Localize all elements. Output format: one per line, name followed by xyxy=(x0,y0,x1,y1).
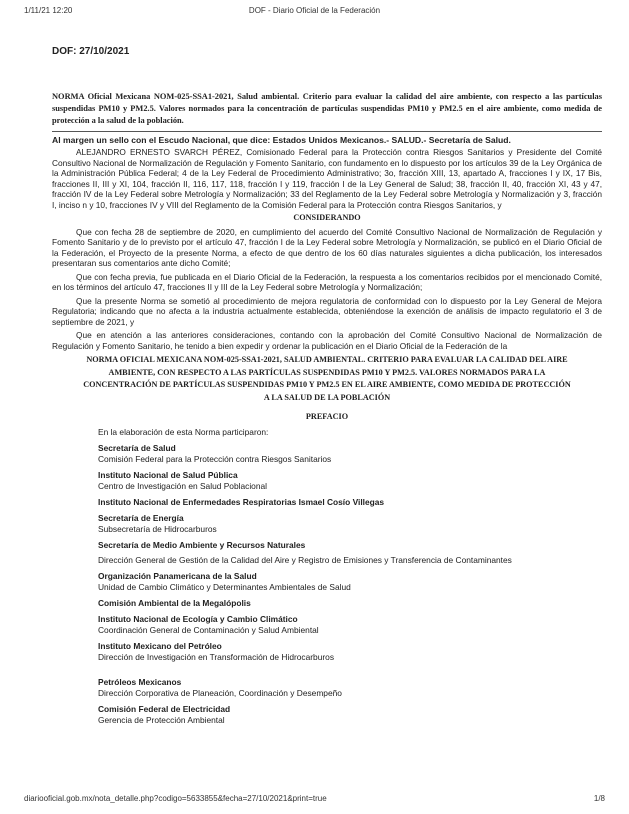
considerando-title: CONSIDERANDO xyxy=(293,213,361,222)
organization-sub: Centro de Investigación en Salud Poblacional xyxy=(98,480,268,491)
page-url: diariooficial.gob.mx/nota_detalle.php?codigo=5633855&fecha=27/10/2021&print=true xyxy=(24,794,327,803)
organization-item xyxy=(98,470,602,492)
organization-sub: Coordinación General de Contaminación y Salud Ambiental xyxy=(98,624,319,635)
organization-sub: Dirección de Investigación en Transformación de Hidrocarburos xyxy=(98,651,335,662)
organization-name: Organización Panamericana de la Salud xyxy=(98,570,257,581)
organization-name: Comisión Federal de Electricidad xyxy=(98,703,231,714)
organization-name: Instituto Nacional de Salud Pública xyxy=(98,469,238,480)
prefacio-intro: En la elaboración de esta Norma participaron: xyxy=(98,426,269,437)
considerando-paragraph: Que con fecha previa, fue publicada en el Diario Oficial de la Federación, la respuesta a los comentarios recibidos por el mencionado Comité, en los términos del artículo 47, fracciones II y III de la Ley Federal sobre Metrología y Normalización; xyxy=(52,271,602,292)
organization-name: Instituto Mexicano del Petróleo xyxy=(98,640,222,651)
organization-name: Instituto Nacional de Enfermedades Respiratorias Ismael Cosío Villegas xyxy=(98,496,385,507)
organization-sub: Gerencia de Protección Ambiental xyxy=(98,714,225,725)
considerando-paragraph: Que en atención a las anteriores consideraciones, contando con la aprobación del Comité Consultivo Nacional de Normalización de Regulación y Fomento Sanitario, he tenido a bien expedir y ordenar la publicación en el Diario Oficial de la Federación de la xyxy=(52,330,602,351)
dof-date: DOF: 27/10/2021 xyxy=(52,46,130,57)
organization-sub: Comisión Federal para la Protección contra Riesgos Sanitarios xyxy=(98,453,332,464)
organization-item xyxy=(98,443,602,465)
margin-note: Al margen un sello con el Escudo Nacional, que dice: Estados Unidos Mexicanos.- SALUD.- Secretaría de Salud. xyxy=(52,135,511,145)
print-footer xyxy=(24,794,605,806)
organization-name: Instituto Nacional de Ecología y Cambio Climático xyxy=(98,613,298,624)
considerando-paragraph: Que con fecha 28 de septiembre de 2020, en cumplimiento del acuerdo del Comité Consultivo Nacional de Normalización de Regulación y Fomento Sanitario y de lo previsto por el artículo 47, fracción I de la Ley Federal sobre Metrología y Normalización, se publicó en el Diario Oficial de la Federación, el Proyecto de la presente Norma, a efecto de que dentro de los 60 días naturales siguientes a dicha publicación, los interesados presentaran sus comentarios ante dicho Comité; xyxy=(52,226,602,268)
organization-name: Secretaría de Salud xyxy=(98,442,176,453)
page-number: 1/8 xyxy=(593,794,605,803)
document-body xyxy=(32,46,602,731)
norma-upper-title: NORMA OFICIAL MEXICANA NOM-025-SSA1-2021, SALUD AMBIENTAL. CRITERIO PARA EVALUAR LA CALIDAD DEL AIRE AMBIENTE, CON RESPECTO A LAS PARTÍCULAS SUSPENDIDAS PM10 Y PM2.5. VALORES NORMADOS PARA LA CONCENTRACIÓN DE PARTÍCULAS SUSPENDIDAS PM10 Y PM2.5 EN EL AIRE AMBIENTE, COMO MEDIDA DE PROTECCIÓN A LA SALUD DE LA POBLACIÓN xyxy=(83,355,571,402)
organization-sub: Dirección Corporativa de Planeación, Coordinación y Desempeño xyxy=(98,687,342,698)
organization-item xyxy=(98,677,602,699)
print-header xyxy=(24,6,605,18)
organization-item xyxy=(98,571,602,593)
organization-item xyxy=(98,641,602,663)
print-datetime: 1/11/21 12:20 xyxy=(24,6,73,15)
organization-name: Secretaría de Medio Ambiente y Recursos Naturales xyxy=(98,539,306,550)
organization-item xyxy=(98,540,602,566)
organization-item xyxy=(98,598,602,609)
organization-item xyxy=(98,513,602,535)
print-page-title: DOF - Diario Oficial de la Federación xyxy=(248,6,381,15)
divider xyxy=(52,131,602,132)
intro-paragraph: ALEJANDRO ERNESTO SVARCH PÉREZ, Comisionado Federal para la Protección contra Riesgos Sanitarios y Presidente del Comité Consultivo Nacional de Normalización de Regulación y Fomento Sanitario, con fundamento en lo dispuesto por los artículos 39 de la Ley Orgánica de la Administración Pública Federal; 4 de la Ley Federal de Procedimiento Administrativo; 3o, fracción XIII, 13, apartado A, fracciones I y IX, 17 Bis, fracciones II, III y XI, 104, fracción II, 116, 117, 118, fracción I y 119, fracción I de la Ley General de Salud; 38, fracción II, 40, fracción XI, 43 y 47, fracción IV de la Ley Federal sobre Metrología y Normalización; 33 del Reglamento de la Ley Federal sobre Metrología y Normalización y 3, fracción I, inciso n y 10, fracciones IV y VIII del Reglamento de la Comisión Federal para la Protección contra Riesgos Sanitarios, y xyxy=(52,147,602,210)
organization-sub: Dirección General de Gestión de la Calidad del Aire y Registro de Emisiones y Transferencia de Contaminantes xyxy=(98,554,512,565)
prefacio-title: PREFACIO xyxy=(305,412,349,421)
considerando-paragraph: Que la presente Norma se sometió al procedimiento de mejora regulatoria de conformidad con lo dispuesto por la Ley General de Mejora Regulatoria; indicando que no afecta a la industria actualmente establecida, obteniéndose la exención de análisis de impacto regulatorio el 3 de septiembre de 2021, y xyxy=(52,295,602,327)
organization-sub: Subsecretaría de Hidrocarburos xyxy=(98,523,217,534)
organization-item xyxy=(98,497,602,508)
organization-name: Comisión Ambiental de la Megalópolis xyxy=(98,597,251,608)
norma-title: NORMA Oficial Mexicana NOM-025-SSA1-2021, Salud ambiental. Criterio para evaluar la calidad del aire ambiente, con respecto a las partículas suspendidas PM10 y PM2.5. Valores normados para la concentración de partículas suspendidas PM10 y PM2.5 en el aire ambiente, como medida de protección a la salud de la población. xyxy=(52,92,602,125)
organization-name: Petróleos Mexicanos xyxy=(98,676,182,687)
organization-name: Secretaría de Energía xyxy=(98,512,184,523)
organization-item xyxy=(98,704,602,726)
organization-item xyxy=(98,614,602,636)
organization-sub: Unidad de Cambio Climático y Determinantes Ambientales de Salud xyxy=(98,581,351,592)
